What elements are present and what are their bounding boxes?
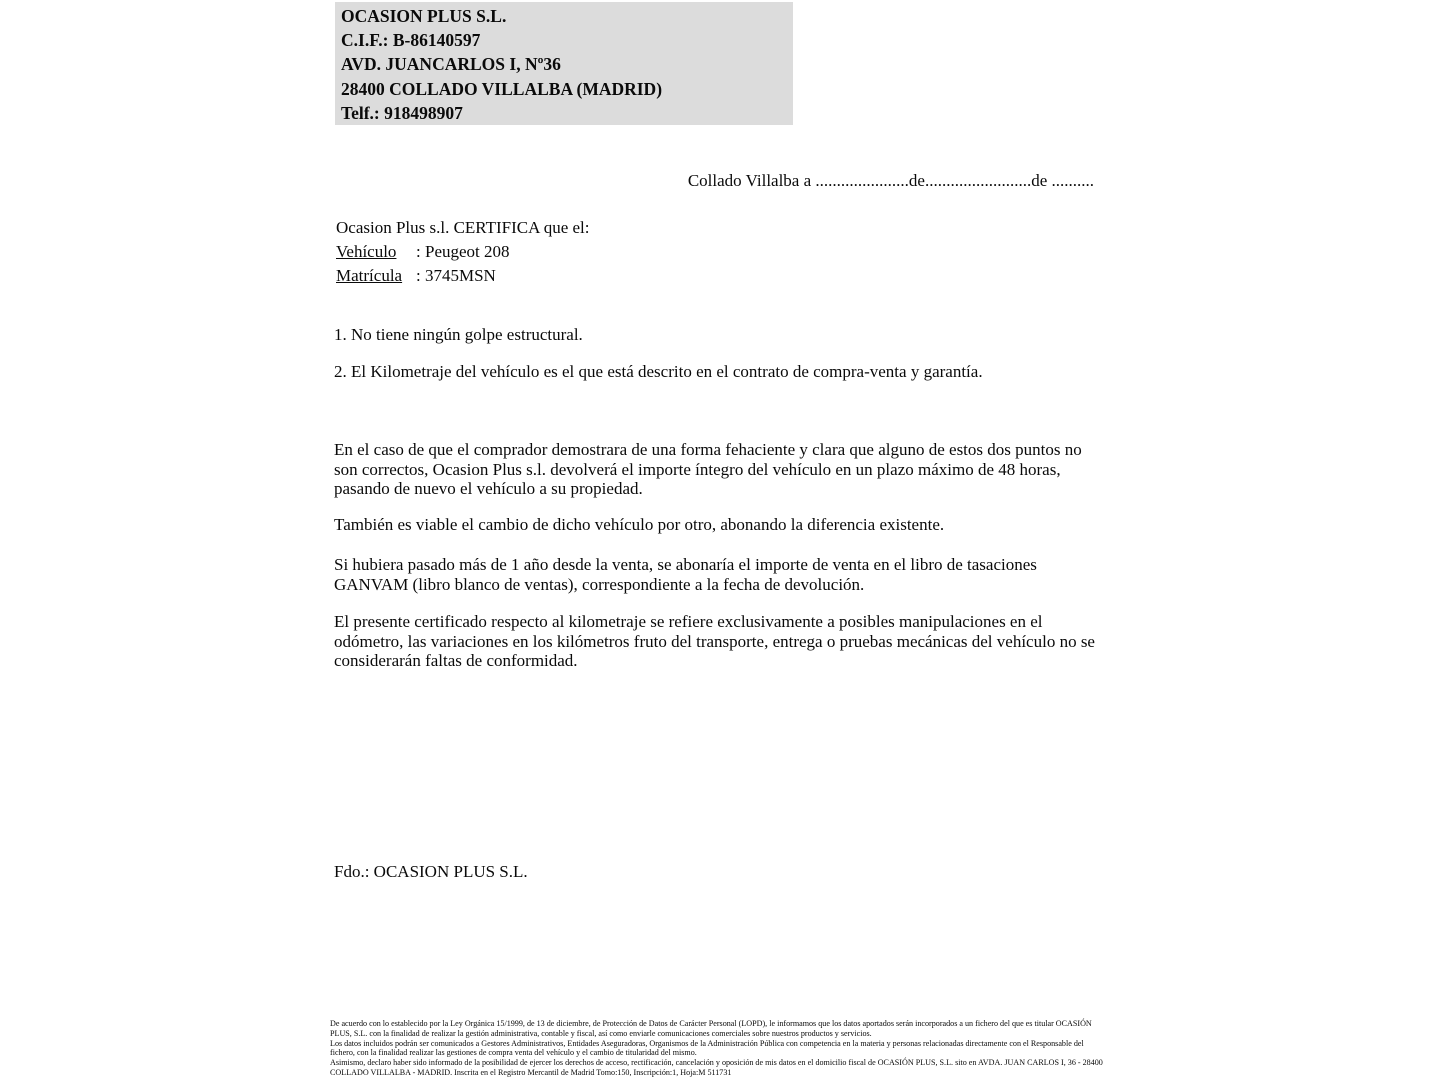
company-city: 28400 COLLADO VILLALBA (MADRID): [341, 78, 663, 99]
plate-value: 3745MSN: [424, 265, 496, 285]
date-line: Collado Villalba a ......................de.........................de ..........: [687, 171, 1094, 190]
company-cif: C.I.F.: B-86140597: [341, 30, 481, 51]
vehicle-label-wrap: [336, 240, 416, 264]
company-header-box: [335, 2, 793, 125]
point-2: 2. El Kilometraje del vehículo es el que está descrito en el contrato de compra-venta y garantía.: [334, 362, 983, 381]
plate-colon: :: [416, 265, 421, 285]
vehicle-value: Peugeot 208: [424, 241, 510, 261]
paragraph-odometer: El presente certificado respecto al kilometraje se refiere exclusivamente a posibles manipulaciones en el odómetro, las variaciones en los kilómetros fruto del transporte, entrega o pruebas mecánicas del vehículo no se considerarán faltas de conformidad.: [334, 612, 1095, 670]
vehicle-label: Vehículo: [336, 241, 397, 261]
company-address: AVD. JUANCARLOS I, Nº36: [341, 54, 561, 75]
paragraph-ganvam: Si hubiera pasado más de 1 año desde la venta, se abonaría el importe de venta en el libro de tasaciones GANVAM (libro blanco de ventas), correspondiente a la fecha de devolución.: [334, 555, 1037, 594]
plate-row: [336, 264, 590, 288]
paragraph-exchange: También es viable el cambio de dicho vehículo por otro, abonando la diferencia existente.: [334, 515, 945, 534]
certify-block: [336, 216, 590, 287]
legal-paragraph-rights: Asimismo, declaro haber sido informado de la posibilidad de ejercer los derechos de acceso, rectificación, cancelación y oposición de mis datos en el domicilio fiscal de OCASIÓN PLUS, S.L. sito en AVDA. JUAN CARLOS I, 36 - 28400 COLLADO VILLALBA - MADRID. Inscrita en el Registro Mercantil de Madrid Tomo:150, Inscripción:1, Hoja:M 511731: [330, 1058, 1103, 1077]
vehicle-row: [336, 240, 590, 264]
legal-paragraph-data-sharing: Los datos incluidos podrán ser comunicados a Gestores Administrativos, Entidades Aseguradoras, Organismos de la Administración Pública con competencia en la materia y personas relacionadas directamente con el Responsable del fichero, con la finalidad realizar las gestiones de compra venta del vehículo y el cambio de titularidad del mismo.: [330, 1038, 1084, 1058]
company-phone: Telf.: 918498907: [341, 102, 463, 123]
signature-line: Fdo.: OCASION PLUS S.L.: [334, 862, 528, 881]
legal-fine-print: [330, 1019, 1105, 1078]
company-name: OCASION PLUS S.L.: [341, 6, 507, 26]
point-1: 1. No tiene ningún golpe estructural.: [334, 325, 583, 344]
paragraph-refund: En el caso de que el comprador demostrara de una forma fehaciente y clara que alguno de estos dos puntos no son correctos, Ocasion Plus s.l. devolverá el importe íntegro del vehículo en un plazo máximo de 48 horas, pasando de nuevo el vehículo a su propiedad.: [334, 440, 1082, 498]
legal-paragraph-lopd: De acuerdo con lo establecido por la Ley Orgánica 15/1999, de 13 de diciembre, de Protección de Datos de Carácter Personal (LOPD), le informamos que los datos aportados serán incorporados a un fichero del que es titular OCASIÓN PLUS, S.L. con la finalidad de realizar la gestión administrativa, contable y fiscal, así como enviarle comunicaciones comerciales sobre nuestros productos y servicios.: [330, 1019, 1092, 1038]
plate-label-wrap: [336, 264, 416, 288]
certify-intro: Ocasion Plus s.l. CERTIFICA que el:: [336, 218, 590, 237]
plate-label: Matrícula: [336, 265, 403, 285]
vehicle-colon: :: [416, 241, 421, 261]
